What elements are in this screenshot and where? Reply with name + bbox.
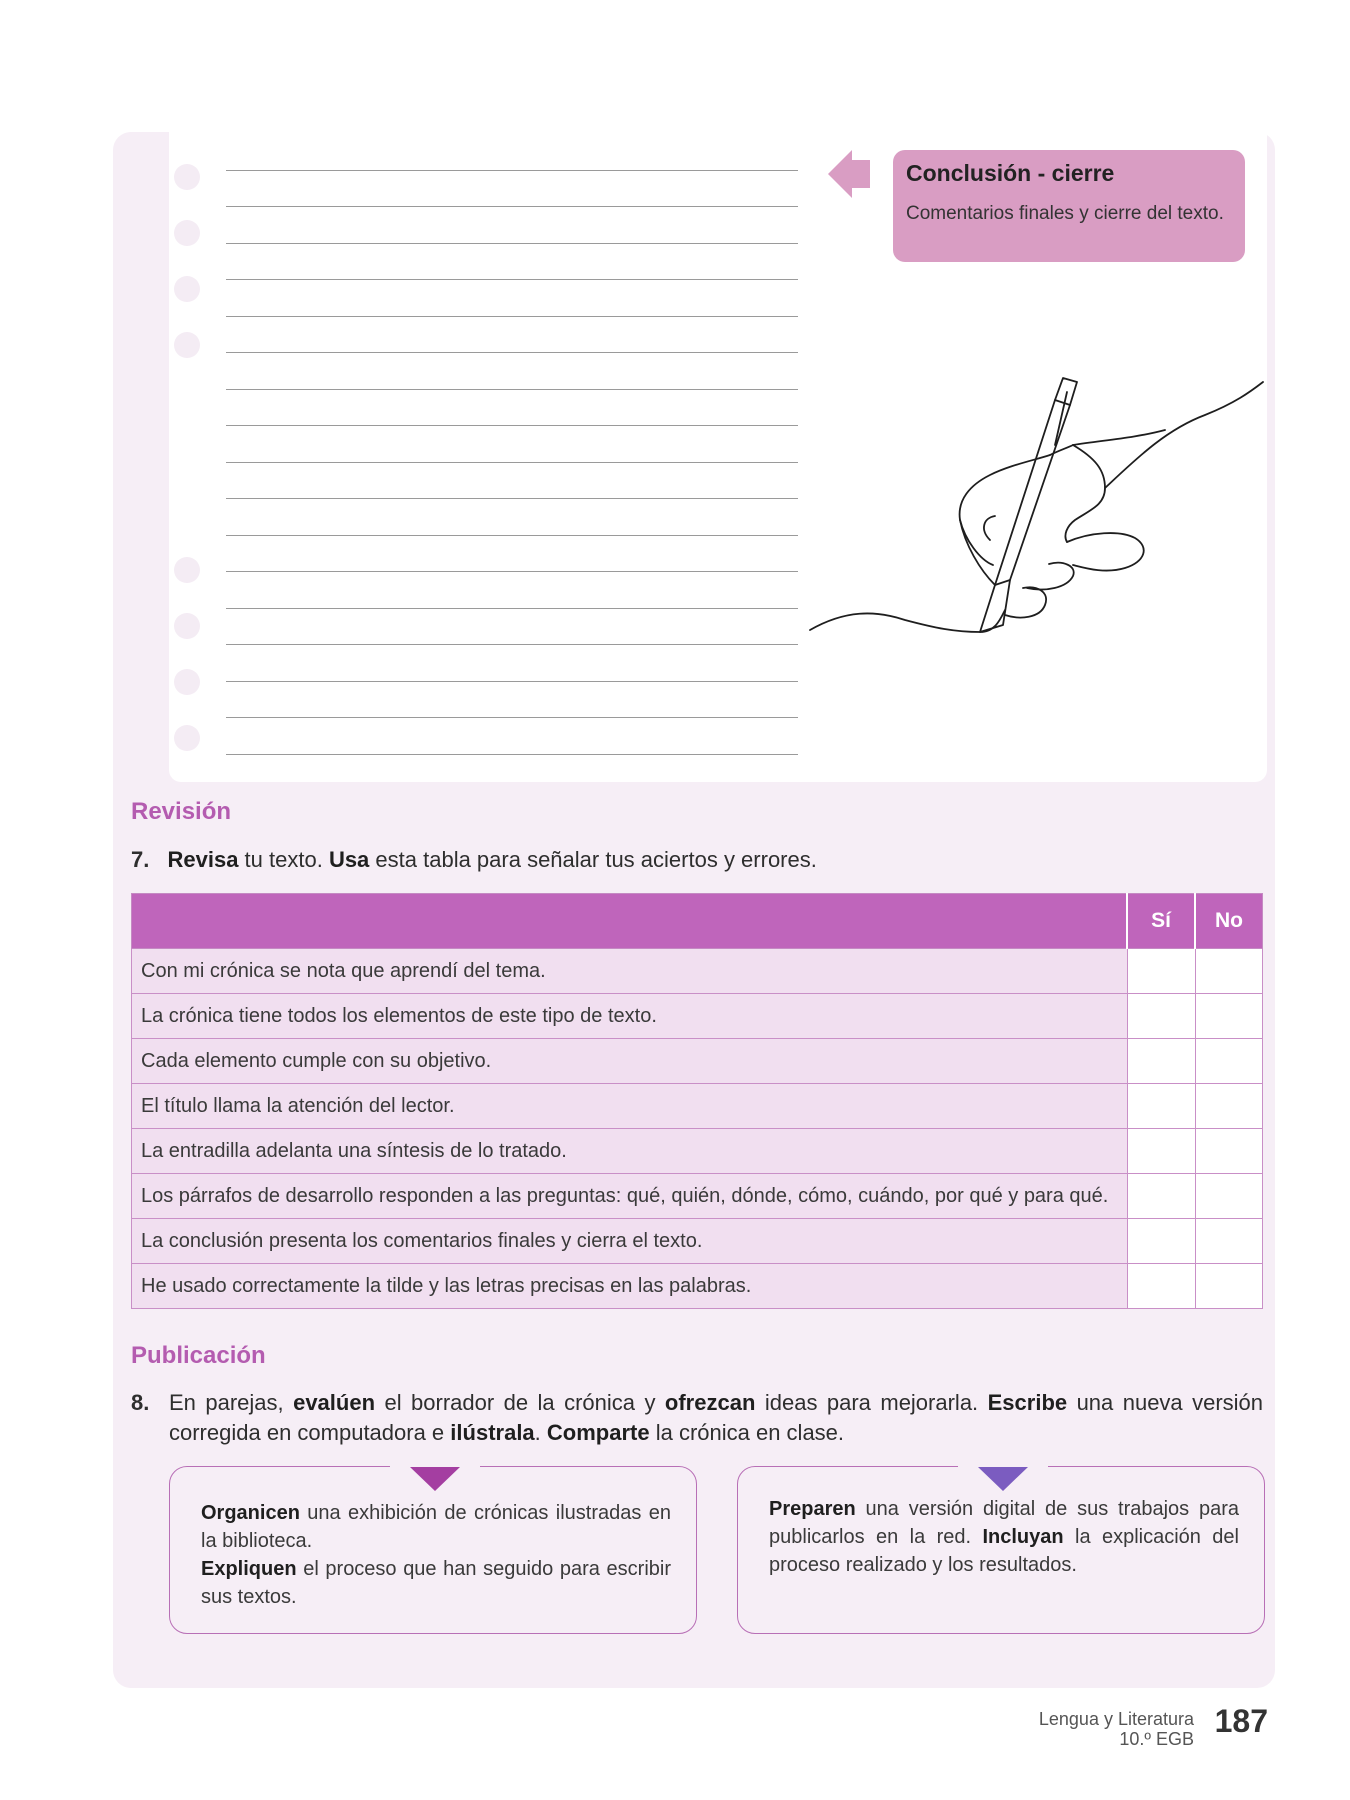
criterion-text: La crónica tiene todos los elementos de este tipo de texto. bbox=[132, 994, 1128, 1039]
table-row bbox=[132, 1129, 1263, 1174]
exhibition-activity-text bbox=[201, 1499, 671, 1611]
no-checkbox[interactable] bbox=[1195, 994, 1263, 1039]
binder-hole bbox=[174, 613, 200, 639]
writing-line[interactable] bbox=[226, 717, 798, 718]
activity-text: una exhibición de crónicas ilustradas en la biblioteca. bbox=[201, 1502, 671, 1552]
criterion-text: La entradilla adelanta una síntesis de lo tratado. bbox=[132, 1129, 1128, 1174]
instruction-verb: Comparte bbox=[546, 1420, 650, 1445]
instruction-text: tu texto. bbox=[238, 847, 329, 872]
writing-line[interactable] bbox=[226, 389, 798, 390]
activity-text: el proceso que han seguido para escribir sus textos. bbox=[201, 1558, 671, 1608]
criterion-text: El título llama la atención del lector. bbox=[132, 1084, 1128, 1129]
no-checkbox[interactable] bbox=[1195, 1129, 1263, 1174]
no-checkbox[interactable] bbox=[1195, 949, 1263, 994]
instruction-text: . bbox=[534, 1420, 547, 1445]
writing-line[interactable] bbox=[226, 170, 798, 171]
instruction-text: ideas para mejorarla. bbox=[755, 1390, 988, 1415]
subject-name: Lengua y Literatura bbox=[1038, 1709, 1194, 1729]
no-checkbox[interactable] bbox=[1195, 1084, 1263, 1129]
activity-verb: Preparen bbox=[769, 1498, 856, 1520]
publication-heading: Publicación bbox=[131, 1342, 266, 1369]
yes-column-header: Sí bbox=[1127, 894, 1195, 949]
table-row bbox=[132, 1264, 1263, 1309]
instruction-verb: evalúen bbox=[293, 1390, 376, 1415]
writing-line[interactable] bbox=[226, 681, 798, 682]
criterion-text: He usado correctamente la tilde y las letras precisas en las palabras. bbox=[132, 1264, 1128, 1309]
binder-hole bbox=[174, 332, 200, 358]
yes-checkbox[interactable] bbox=[1127, 1129, 1195, 1174]
instruction-text: En parejas, bbox=[169, 1390, 294, 1415]
criterion-text: Cada elemento cumple con su objetivo. bbox=[132, 1039, 1128, 1084]
no-checkbox[interactable] bbox=[1195, 1039, 1263, 1084]
yes-checkbox[interactable] bbox=[1127, 1264, 1195, 1309]
binder-hole bbox=[174, 557, 200, 583]
revision-heading: Revisión bbox=[131, 798, 232, 825]
instruction-verb: Revisa bbox=[167, 847, 239, 872]
table-row bbox=[132, 949, 1263, 994]
footer-subject bbox=[1039, 1709, 1194, 1749]
pointer-arrow-tail bbox=[850, 160, 870, 188]
writing-line[interactable] bbox=[226, 316, 798, 317]
writing-line[interactable] bbox=[226, 498, 798, 499]
criterion-text: Con mi crónica se nota que aprendí del tema. bbox=[132, 949, 1128, 994]
activity-text: la explicación del proceso realizado y los resultados. bbox=[769, 1526, 1239, 1576]
conclusion-description: Comentarios finales y cierre del texto. bbox=[906, 203, 1224, 224]
grade-label: 10.º EGB bbox=[1119, 1729, 1194, 1749]
binder-hole bbox=[174, 669, 200, 695]
instruction-text: una nueva versión corregida en computadora e bbox=[169, 1390, 1264, 1445]
table-row bbox=[132, 1039, 1263, 1084]
table-row bbox=[132, 1084, 1263, 1129]
triangle-marker-icon bbox=[410, 1467, 460, 1491]
yes-checkbox[interactable] bbox=[1127, 994, 1195, 1039]
criterion-header bbox=[132, 894, 1128, 949]
task-number: 7. bbox=[131, 847, 150, 872]
yes-checkbox[interactable] bbox=[1127, 1174, 1195, 1219]
binder-hole bbox=[174, 164, 200, 190]
binder-hole bbox=[174, 220, 200, 246]
instruction-text: el borrador de la crónica y bbox=[375, 1390, 665, 1415]
instruction-verb: Usa bbox=[328, 847, 370, 872]
writing-line[interactable] bbox=[226, 535, 798, 536]
no-column-header: No bbox=[1195, 894, 1263, 949]
activity-verb: Expliquen bbox=[201, 1558, 297, 1580]
no-checkbox[interactable] bbox=[1195, 1264, 1263, 1309]
writing-line[interactable] bbox=[226, 243, 798, 244]
revision-instruction bbox=[131, 845, 1263, 875]
binder-hole bbox=[174, 276, 200, 302]
instruction-verb: ofrezcan bbox=[664, 1390, 756, 1415]
digital-publishing-card bbox=[737, 1466, 1265, 1634]
writing-line[interactable] bbox=[226, 462, 798, 463]
binder-hole bbox=[174, 725, 200, 751]
hand-writing-illustration bbox=[805, 370, 1265, 640]
instruction-text: la crónica en clase. bbox=[649, 1420, 845, 1445]
writing-line[interactable] bbox=[226, 279, 798, 280]
yes-checkbox[interactable] bbox=[1127, 1084, 1195, 1129]
writing-line[interactable] bbox=[226, 425, 798, 426]
activity-verb: Organicen bbox=[201, 1502, 300, 1524]
instruction-text: esta tabla para señalar tus aciertos y errores. bbox=[369, 847, 817, 872]
yes-checkbox[interactable] bbox=[1127, 1219, 1195, 1264]
exhibition-activity-card bbox=[169, 1466, 697, 1634]
table-header-row bbox=[132, 894, 1263, 949]
conclusion-callout bbox=[893, 150, 1245, 262]
publication-instruction bbox=[169, 1388, 1263, 1448]
digital-publishing-text bbox=[769, 1495, 1239, 1579]
writing-line[interactable] bbox=[226, 352, 798, 353]
table-row bbox=[132, 1219, 1263, 1264]
page-number: 187 bbox=[1214, 1703, 1268, 1739]
task-number: 8. bbox=[131, 1390, 150, 1415]
instruction-verb: ilústrala bbox=[450, 1420, 535, 1445]
criterion-text: La conclusión presenta los comentarios finales y cierra el texto. bbox=[132, 1219, 1128, 1264]
yes-checkbox[interactable] bbox=[1127, 949, 1195, 994]
writing-line[interactable] bbox=[226, 644, 798, 645]
yes-checkbox[interactable] bbox=[1127, 1039, 1195, 1084]
triangle-marker-icon bbox=[978, 1467, 1028, 1491]
conclusion-title: Conclusión - cierre bbox=[906, 160, 1115, 186]
no-checkbox[interactable] bbox=[1195, 1174, 1263, 1219]
table-row bbox=[132, 994, 1263, 1039]
criterion-text: Los párrafos de desarrollo responden a las preguntas: qué, quién, dónde, cómo, cuándo, por qué y para qué. bbox=[132, 1174, 1128, 1219]
instruction-verb: Escribe bbox=[987, 1390, 1068, 1415]
revision-checklist-table bbox=[131, 893, 1263, 1309]
writing-line[interactable] bbox=[226, 754, 798, 755]
pointer-arrow-icon bbox=[828, 150, 852, 198]
writing-line[interactable] bbox=[226, 571, 798, 572]
activity-verb: Incluyan bbox=[982, 1526, 1064, 1548]
writing-line[interactable] bbox=[226, 608, 798, 609]
activity-text: una versión digital de sus trabajos para publicarlos en la red. bbox=[769, 1498, 1239, 1548]
table-row bbox=[132, 1174, 1263, 1219]
writing-line[interactable] bbox=[226, 206, 798, 207]
no-checkbox[interactable] bbox=[1195, 1219, 1263, 1264]
